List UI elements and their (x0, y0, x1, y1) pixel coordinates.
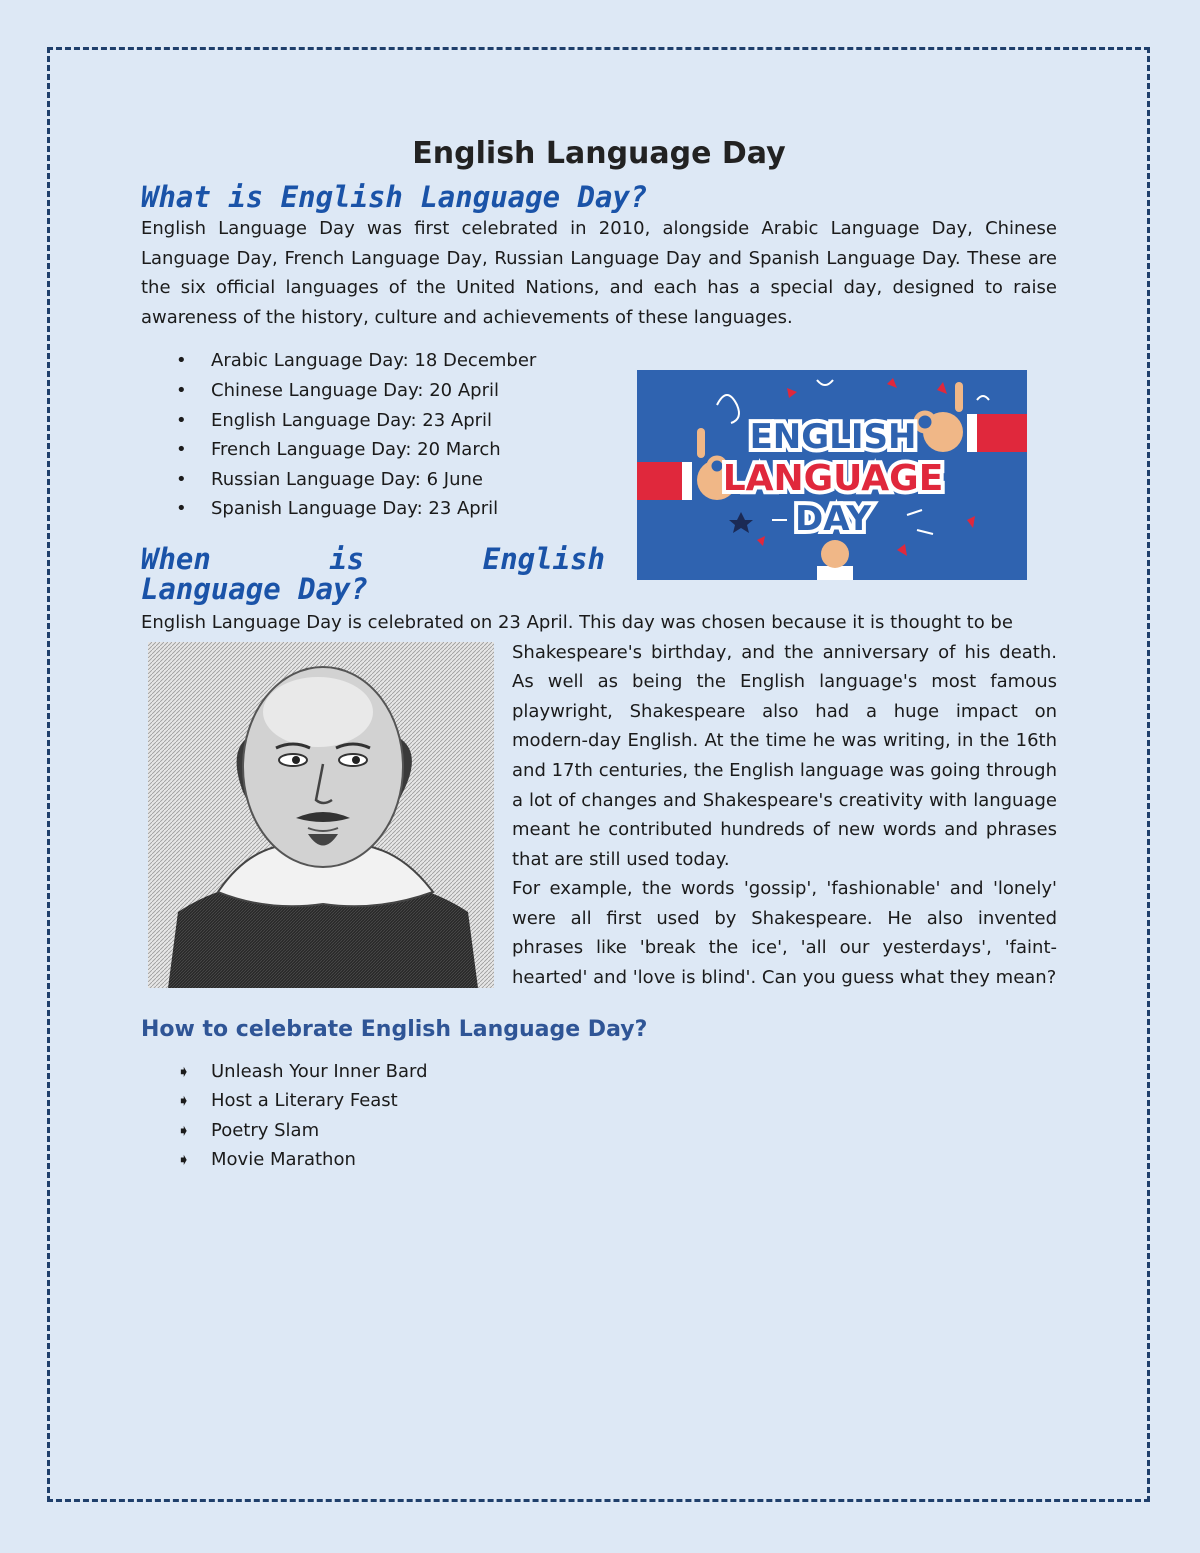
list-item-text: Poetry Slam (211, 1119, 320, 1141)
image-text-day: DAY (795, 499, 871, 539)
list-item-text: Movie Marathon (211, 1149, 356, 1171)
list-item-text: Russian Language Day: 6 June (211, 468, 483, 490)
english-language-day-image (637, 370, 1027, 580)
list-item (141, 435, 601, 465)
bullet-icon: • (176, 498, 187, 520)
list-item (141, 406, 601, 436)
shakespeare-section (141, 608, 1057, 993)
heading-word: is (329, 541, 365, 576)
list-item (141, 465, 601, 495)
language-days-list (141, 346, 601, 524)
shakespeare-paragraph (141, 608, 1057, 638)
list-item (141, 346, 601, 376)
text-run: Shakespeare's birthday, and the anniversary of his death. As well as being the English language's most famous playwright, Shakespeare also had a huge impact on modern-day English. At the time he was writing, in the 16th and 17th centuries, the English language was going through a lot of changes and Shakespeare's creativity with language meant he contributed hundreds of new words and phrases that are still used today. (512, 641, 1057, 870)
section-heading-how: How to celebrate English Language Day? (141, 1016, 648, 1042)
section-heading-when-line2: Language Day? (141, 571, 368, 606)
arrow-bullet-icon: ➧ (177, 1150, 191, 1170)
bullet-icon: • (176, 439, 187, 461)
list-item (141, 1145, 1057, 1175)
heading-word: When (141, 541, 211, 576)
list-item (141, 1057, 1057, 1087)
section-heading-what: What is English Language Day? (141, 180, 648, 214)
section-heading-when (141, 542, 605, 576)
celebration-ideas-list (141, 1057, 1057, 1175)
list-item-text: Host a Literary Feast (211, 1090, 398, 1112)
examples-paragraph: For example, the words 'gossip', 'fashionable' and 'lonely' were all first used by Shakespeare. He also invented phrases like 'break the ice', 'all our yesterdays', 'faint-hearted' and 'love is blind'. Can you guess what they mean? (512, 878, 1057, 989)
list-item-text: French Language Day: 20 March (211, 439, 501, 461)
list-item (141, 1086, 1057, 1116)
arrow-bullet-icon: ➧ (177, 1091, 191, 1111)
list-item (141, 376, 601, 406)
list-item (141, 494, 601, 524)
list-item (141, 1116, 1057, 1146)
list-item-text: English Language Day: 23 April (211, 409, 493, 431)
document-content (141, 128, 1057, 1175)
arrow-bullet-icon: ➧ (177, 1120, 191, 1140)
image-text-english: ENGLISH (749, 417, 917, 457)
page-title: English Language Day (412, 136, 786, 171)
text-run: English Language Day is celebrated on 23 April. This day was chosen because it is thought to be (141, 611, 1013, 633)
list-item-text: Spanish Language Day: 23 April (211, 498, 499, 520)
intro-paragraph: English Language Day was first celebrated in 2010, alongside Arabic Language Day, Chinese Language Day, French Language Day, Russian Language Day and Spanish Language Day. These are the six official languages of the United Nations, and each has a special day, designed to raise awareness of the history, culture and achievements of these languages. (141, 218, 1057, 328)
bullet-icon: • (176, 409, 187, 431)
bullet-icon: • (176, 350, 187, 372)
list-item-text: Arabic Language Day: 18 December (211, 350, 537, 372)
image-text-language: LANGUAGE (722, 458, 944, 499)
list-item-text: Chinese Language Day: 20 April (211, 379, 499, 401)
list-item-text: Unleash Your Inner Bard (211, 1060, 428, 1082)
heading-word: English (482, 541, 605, 576)
bullet-icon: • (176, 379, 187, 401)
arrow-bullet-icon: ➧ (177, 1061, 191, 1081)
bullet-icon: • (176, 468, 187, 490)
shakespeare-portrait (148, 642, 494, 988)
